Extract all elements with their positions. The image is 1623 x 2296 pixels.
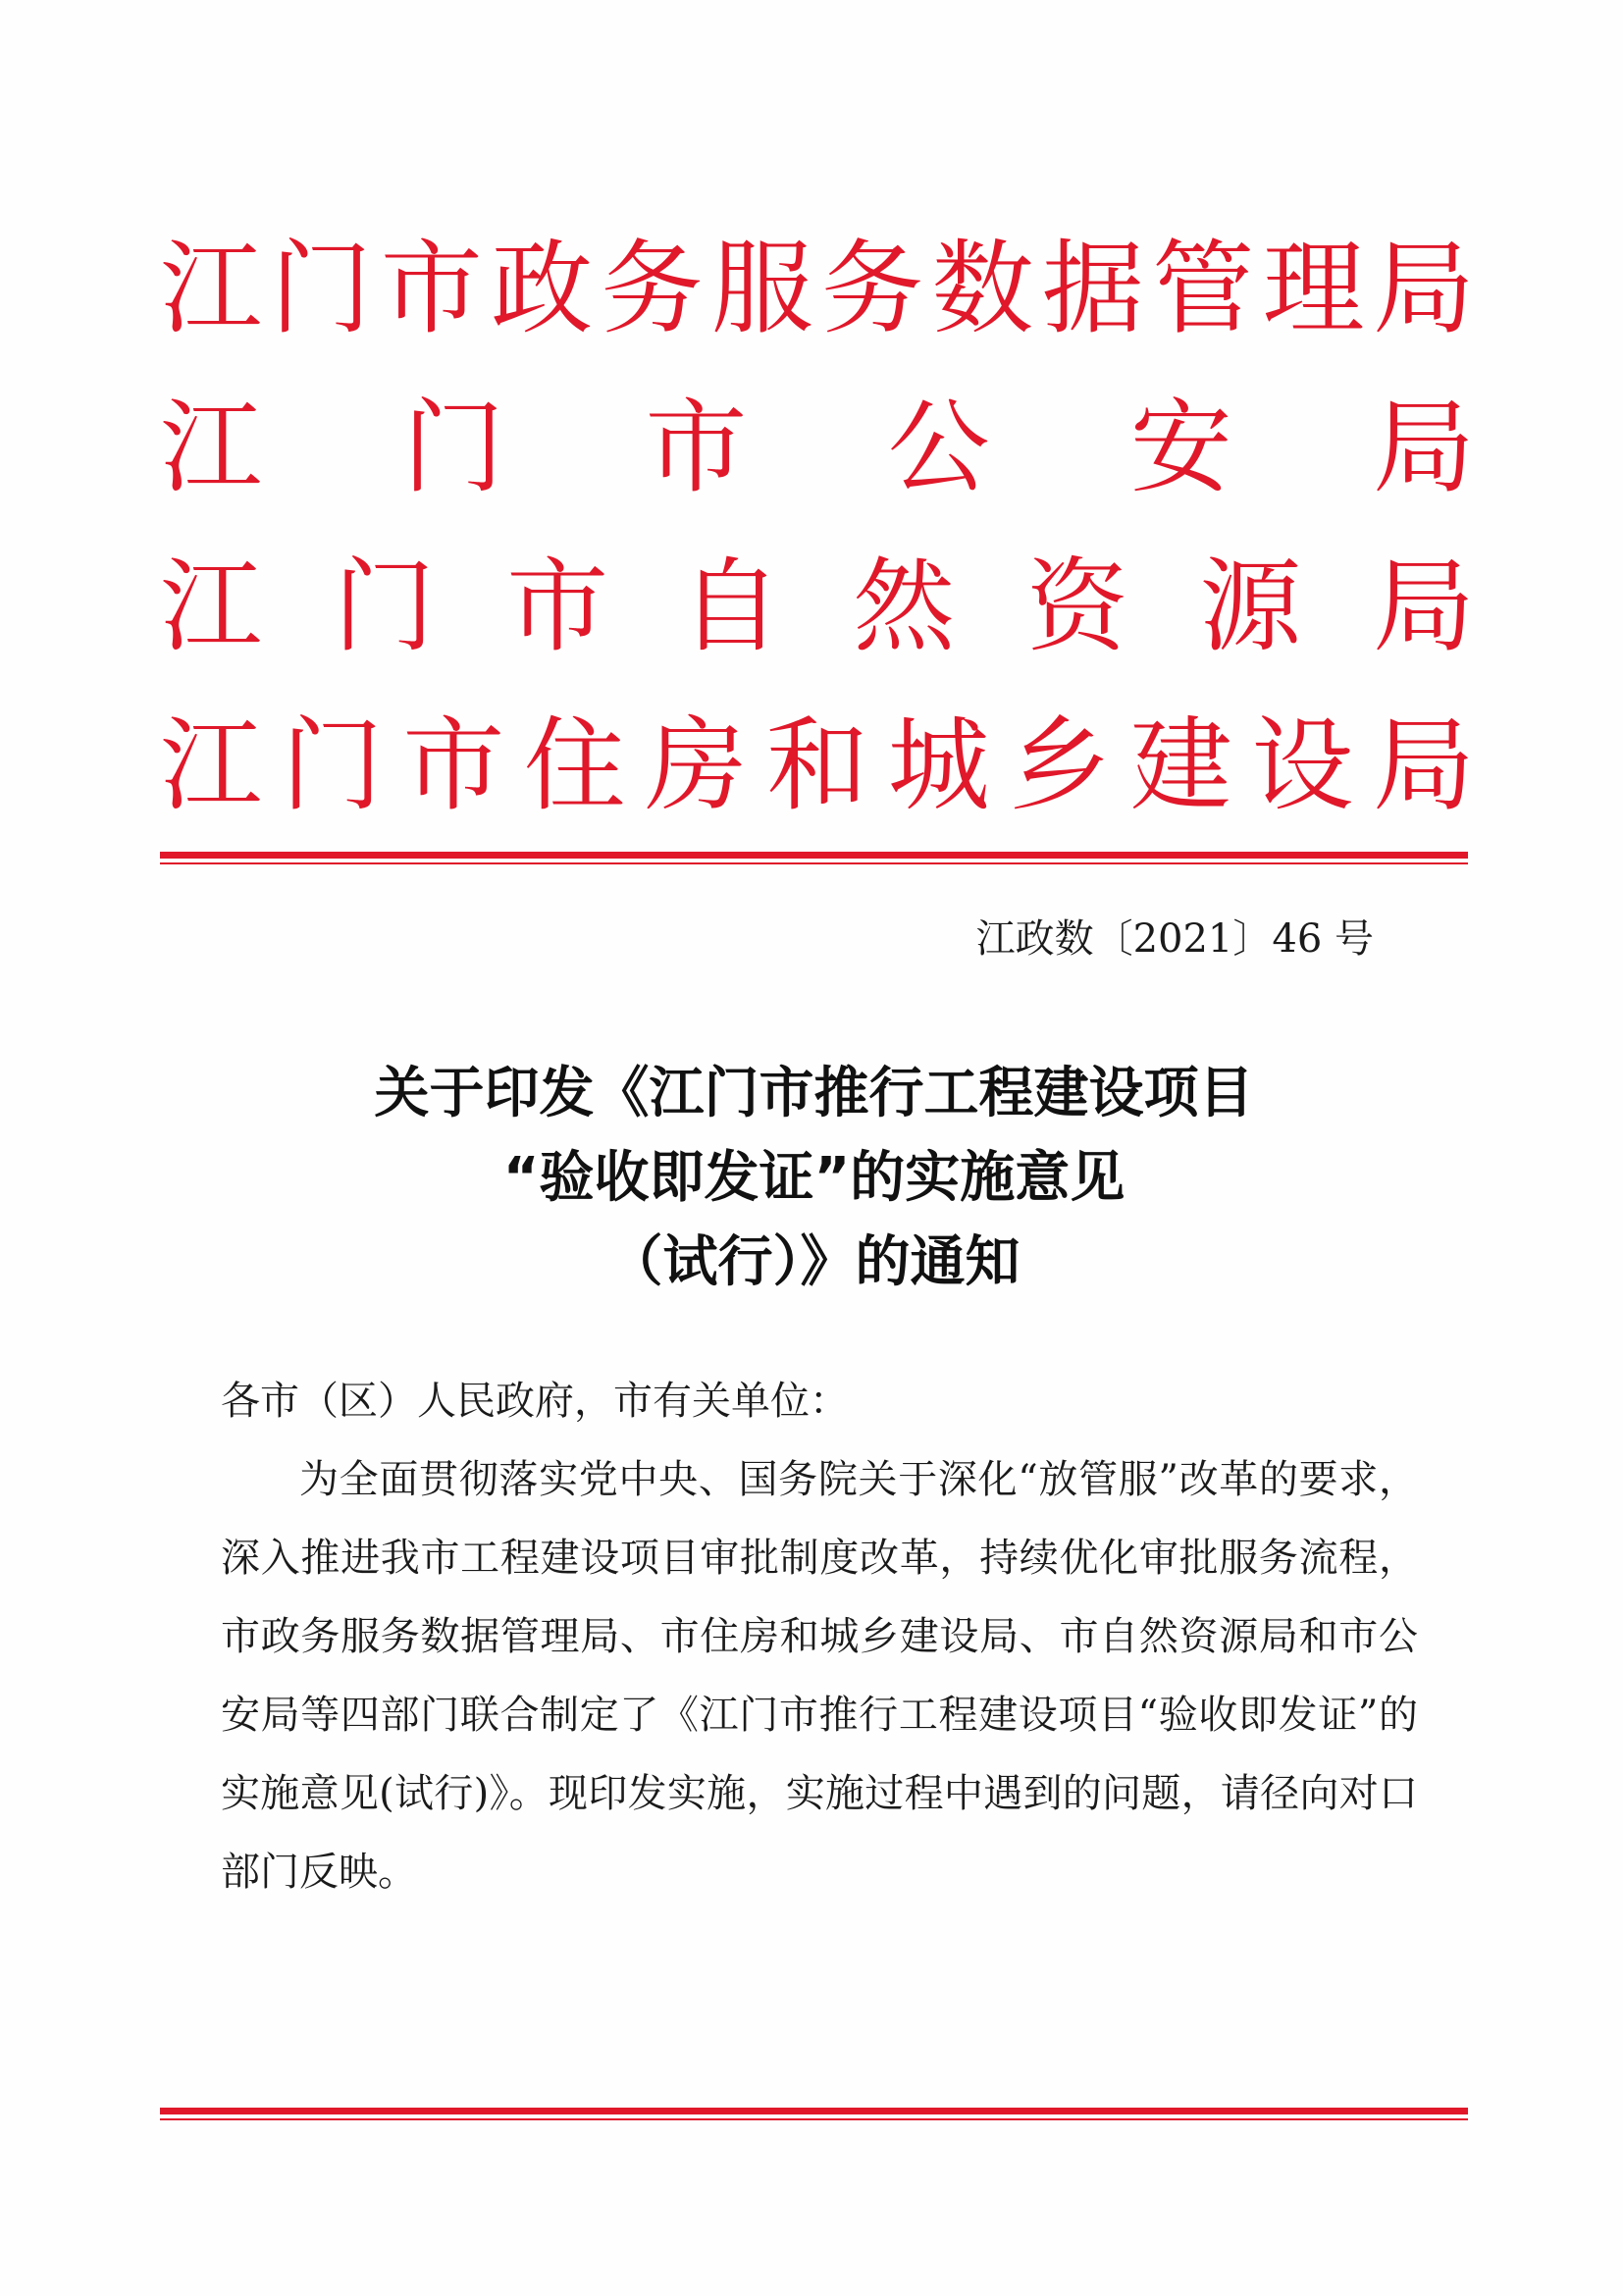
agency-char: 服 <box>710 229 813 348</box>
agency-char: 安 <box>1129 388 1232 507</box>
agency-char: 和 <box>765 705 868 825</box>
agency-char: 建 <box>1129 705 1232 825</box>
agency-char: 局 <box>1372 705 1475 825</box>
agency-char: 门 <box>333 547 436 666</box>
agency-char: 乡 <box>1009 705 1112 825</box>
agency-name-housing-construction <box>160 697 1475 834</box>
agency-char: 自 <box>679 547 782 666</box>
agency-char: 住 <box>523 705 626 825</box>
agency-char: 江 <box>160 705 263 825</box>
agency-char: 江 <box>160 229 263 348</box>
title-line: （试行）》的通知 <box>607 1230 1021 1294</box>
agency-char: 城 <box>887 705 990 825</box>
agency-char: 市 <box>380 229 483 348</box>
agency-char: 理 <box>1262 229 1365 348</box>
header-red-rule <box>160 852 1468 864</box>
agency-char: 数 <box>931 229 1034 348</box>
document-number: 江政数〔2021〕46 号 <box>975 916 1374 962</box>
agency-char: 设 <box>1251 705 1354 825</box>
agency-char: 局 <box>1372 547 1475 666</box>
agency-name-natural-resources <box>160 538 1475 675</box>
agency-char: 门 <box>281 705 384 825</box>
agency-char: 市 <box>645 388 748 507</box>
footer-red-rule <box>160 2108 1468 2120</box>
agency-name-public-security <box>160 379 1475 516</box>
agency-char: 江 <box>160 547 263 666</box>
agency-char: 然 <box>853 547 956 666</box>
agency-char: 务 <box>601 229 704 348</box>
agency-char: 据 <box>1041 229 1144 348</box>
agency-char: 局 <box>1372 229 1475 348</box>
title-line: “验收即发证”的实施意见 <box>502 1146 1126 1210</box>
agency-char: 政 <box>491 229 594 348</box>
body-paragraph: 为全面贯彻落实党中央、国务院关于深化“放管服”改革的要求，深入推进我市工程建设项目审批制度改革，持续优化审批服务流程，市政务服务数据管理局、市住房和城乡建设局、市自然资源局和市公安局等四部门联合制定了《江门市推行工程建设项目“验收即发证”的实施意见(试行)》。现印发实施，实施过程中遇到的问题，请径向对口部门反映。 <box>221 1457 1418 1895</box>
agency-char: 务 <box>821 229 924 348</box>
agency-char: 门 <box>402 388 505 507</box>
agency-char: 局 <box>1372 388 1475 507</box>
agency-char: 公 <box>887 388 990 507</box>
agency-char: 源 <box>1199 547 1302 666</box>
agency-char: 门 <box>270 229 373 348</box>
salutation: 各市（区）人民政府，市有关单位： <box>221 1379 849 1424</box>
agency-char: 房 <box>645 705 748 825</box>
agency-char: 市 <box>506 547 609 666</box>
agency-char: 资 <box>1025 547 1128 666</box>
document-title <box>160 1052 1468 1305</box>
agency-char: 市 <box>402 705 505 825</box>
agency-char: 江 <box>160 388 263 507</box>
agency-char: 管 <box>1152 229 1255 348</box>
agency-name-data-management <box>160 220 1475 357</box>
title-line: 关于印发《江门市推行工程建设项目 <box>374 1062 1254 1125</box>
